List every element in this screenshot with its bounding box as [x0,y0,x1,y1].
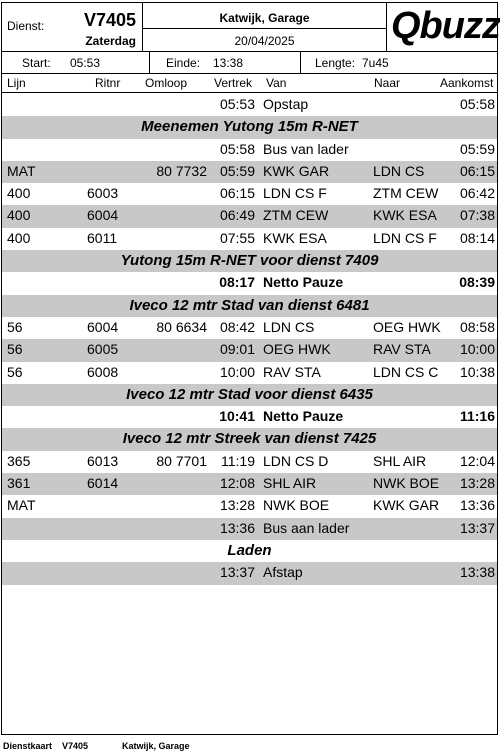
cell-vertrek: 10:41 [219,408,255,425]
cell-lijn: MAT [7,497,36,514]
dienst-code: V7405 [83,10,136,30]
location: Katwijk, Garage [219,11,310,25]
date: 20/04/2025 [234,34,295,48]
cell-aankomst: 08:39 [459,274,495,291]
cell-van: Opstap [263,96,309,112]
cell-vertrek: 05:59 [219,162,255,179]
cell-ritnr: 6003 [87,185,119,202]
cell-lijn: MAT [7,162,36,179]
section-heading: Iveco 12 mtr Stad van dienst 6481 [2,295,497,317]
table-row [2,228,497,250]
col-ritnr: Ritnr [95,76,121,90]
cell-ritnr: 6005 [87,341,119,358]
cell-aankomst: 10:38 [459,363,495,380]
times-bar [2,52,497,74]
table-row [2,562,497,584]
cell-naar: LDN CS [373,162,425,179]
cell-ritnr: 6014 [87,475,119,492]
cell-ritnr: 6004 [87,318,119,335]
column-header [2,74,497,93]
cell-lijn: 400 [7,185,31,202]
times-divider [300,52,301,73]
cell-van: LDN CS [263,318,315,335]
cell-van: KWK ESA [263,229,327,246]
cell-van: Netto Pauze [263,408,344,425]
cell-omloop: 80 7701 [156,452,207,469]
cell-naar: SHL AIR [373,452,427,469]
cell-naar: OEG HWK [373,318,441,335]
cell-naar: RAV STA [373,341,431,358]
footer-label: Dienstkaart [3,741,53,751]
table-row [2,362,497,384]
cell-van: LDN CS D [263,452,329,469]
cell-vertrek: 07:55 [219,229,255,246]
col-vertrek: Vertrek [214,76,253,90]
section-heading: Yutong 15m R-NET voor dienst 7409 [2,250,497,272]
cell-vertrek: 12:08 [219,475,255,492]
cell-van: Afstap [263,564,303,581]
cell-lijn: 56 [7,363,23,380]
cell-naar: NWK BOE [373,475,440,492]
end-label: Einde: [166,56,201,70]
cell-ritnr: 6011 [87,229,118,246]
cell-vertrek: 11:19 [221,452,255,469]
table-row [2,339,497,361]
cell-aankomst: 05:58 [459,96,495,112]
cell-van: NWK BOE [263,497,330,514]
cell-naar: KWK GAR [373,497,440,514]
cell-van: LDN CS F [263,185,327,202]
cell-aankomst: 07:38 [459,207,495,224]
cell-van: Bus aan lader [263,519,350,536]
cell-vertrek: 08:42 [219,318,255,335]
cell-vertrek: 08:17 [219,274,255,291]
cell-vertrek: 09:01 [219,341,255,358]
cell-vertrek: 06:49 [219,207,255,224]
cell-van: ZTM CEW [263,207,329,224]
col-lijn: Lijn [7,76,26,90]
table-row [2,139,497,161]
table-row [2,518,497,540]
start-label: Start: [22,56,51,70]
cell-aankomst: 08:58 [459,318,495,335]
table-row [2,183,497,205]
cell-vertrek: 13:36 [219,519,255,536]
cell-aankomst: 06:42 [459,185,495,202]
cell-aankomst: 05:59 [459,140,495,157]
cell-aankomst: 10:00 [459,341,495,358]
card-header [2,3,500,52]
table-row [2,495,497,517]
cell-van: OEG HWK [263,341,331,358]
cell-vertrek: 13:37 [219,564,255,581]
cell-vertrek: 05:58 [219,140,255,157]
schedule-table [2,94,497,585]
cell-aankomst: 13:37 [459,519,495,536]
cell-lijn: 56 [7,341,23,358]
cell-naar: LDN CS C [373,363,439,380]
cell-lijn: 400 [7,229,31,246]
cell-lijn: 56 [7,318,23,335]
cell-omloop: 80 7732 [156,162,207,179]
col-van: Van [266,76,287,90]
cell-vertrek: 06:15 [219,185,255,202]
cell-lijn: 361 [7,475,31,492]
cell-vertrek: 10:00 [219,363,255,380]
cell-vertrek: 05:53 [219,96,255,112]
length-label: Lengte: [315,56,356,70]
cell-aankomst: 13:38 [459,564,495,581]
cell-ritnr: 6013 [87,452,119,469]
cell-omloop: 80 6634 [156,318,207,335]
cell-van: SHL AIR [263,475,317,492]
col-naar: Naar [374,76,401,90]
footer-code: V7405 [62,741,89,751]
section-heading: Iveco 12 mtr Streek van dienst 7425 [2,428,497,450]
brand-logo: Qbuzz [391,5,500,47]
cell-aankomst: 12:04 [459,452,495,469]
table-row [2,451,497,473]
location-divider [143,28,386,29]
cell-van: Netto Pauze [263,274,344,291]
cell-aankomst: 08:14 [459,229,495,246]
col-aankomst: Aankomst [440,76,494,90]
dienst-box [2,3,143,51]
table-row [2,317,497,339]
cell-naar: LDN CS F [373,229,437,246]
cell-naar: ZTM CEW [373,185,439,202]
length-value: 7u45 [362,56,389,70]
footer-location: Katwijk, Garage [122,741,190,751]
table-row [2,161,497,183]
section-heading: Laden [2,540,497,562]
end-value: 13:38 [213,56,244,70]
cell-van: Bus van lader [263,140,349,157]
section-heading: Meenemen Yutong 15m R-NET [2,116,497,138]
cell-van: KWK GAR [263,162,330,179]
dienstkaart [1,2,498,735]
cell-aankomst: 13:36 [459,497,495,514]
table-row [2,272,497,294]
cell-ritnr: 6008 [87,363,119,380]
cell-aankomst: 13:28 [459,475,495,492]
page-footer [0,740,500,754]
start-value: 05:53 [70,56,101,70]
cell-aankomst: 06:15 [459,162,495,179]
times-divider [149,52,150,73]
location-box [143,3,387,51]
table-row [2,406,497,428]
cell-ritnr: 6004 [87,207,119,224]
cell-naar: KWK ESA [373,207,437,224]
dienst-label: Dienst: [7,19,45,33]
dienst-day: Zaterdag [85,34,136,48]
cell-van: RAV STA [263,363,321,380]
cell-lijn: 365 [7,452,31,469]
table-row [2,94,497,116]
table-row [2,205,497,227]
cell-aankomst: 11:16 [459,408,495,425]
col-omloop: Omloop [145,76,188,90]
cell-vertrek: 13:28 [219,497,255,514]
table-row [2,473,497,495]
brand-box [387,3,500,51]
section-heading: Iveco 12 mtr Stad voor dienst 6435 [2,384,497,406]
cell-lijn: 400 [7,207,31,224]
